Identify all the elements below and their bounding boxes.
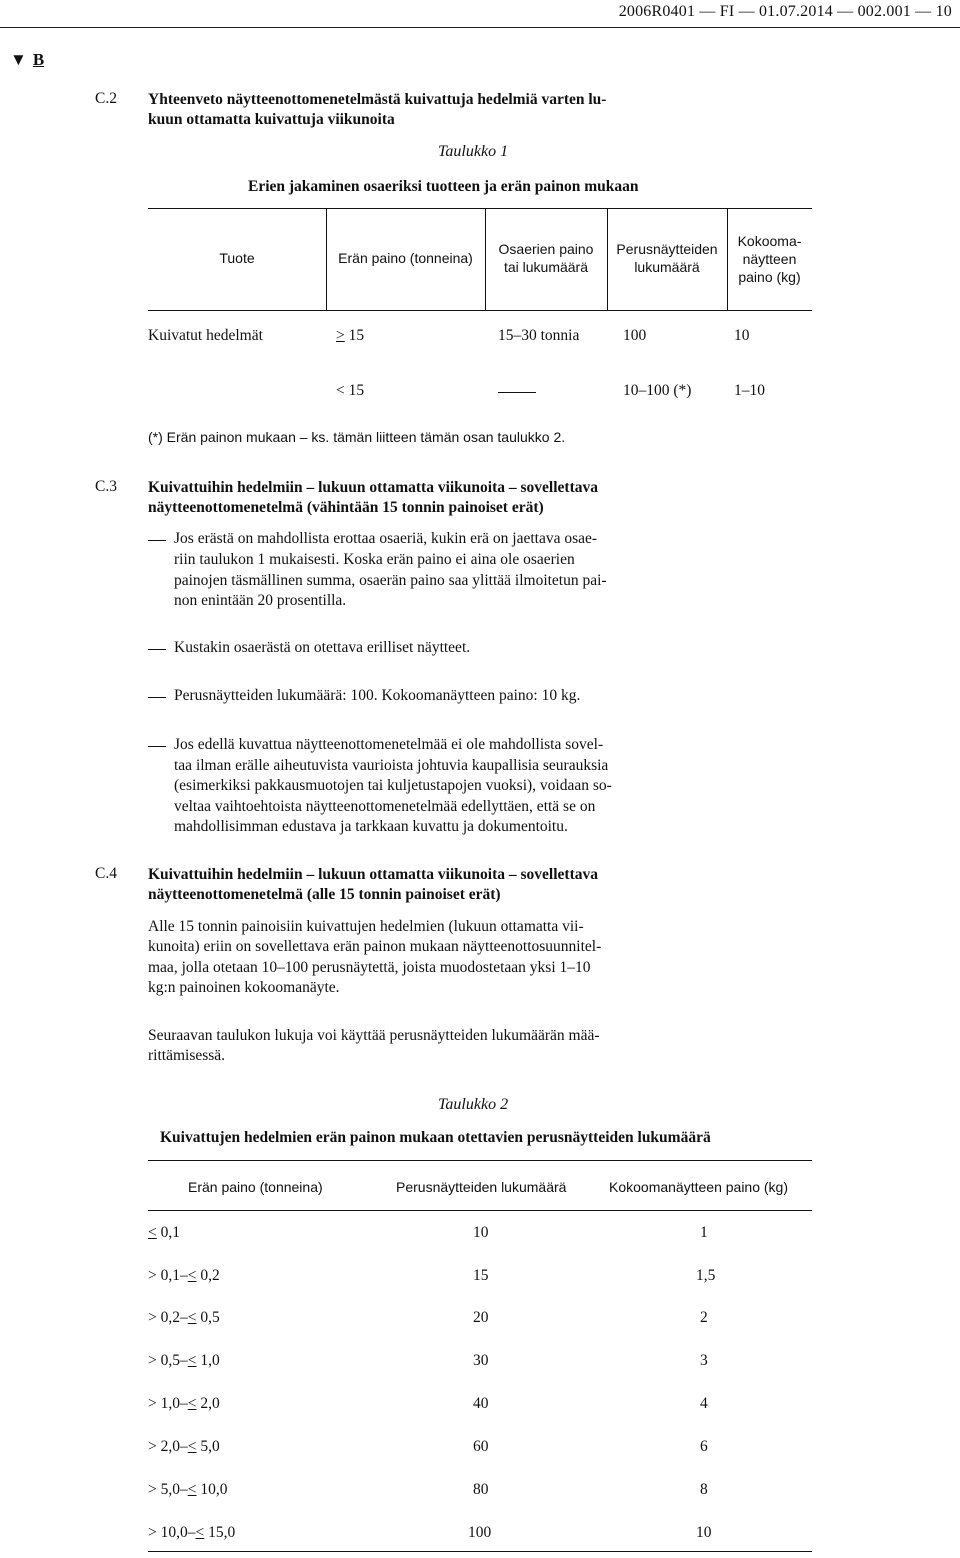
c4-paragraph1-line1: Alle 15 tonnin painoisiin kuivattujen hedelmien (lukuun ottamatta vii-	[148, 918, 584, 935]
c3-bullet2: Kustakin osaerästä on otettava erilliset näytteet.	[174, 639, 471, 656]
table1-row1-weight: > 15	[336, 327, 365, 344]
bullet-dash	[148, 649, 166, 650]
section-number-c3: C.3	[95, 478, 117, 495]
table2-top-rule	[148, 1160, 812, 1161]
table1-row2-dash	[498, 392, 536, 393]
table2-row3-samples: 20	[473, 1309, 489, 1326]
c4-paragraph1-line3: maa, jolla otetaan 10–100 perusnäytettä, joista muodostetaan yksi 1–10	[148, 959, 591, 976]
amendment-letter: B	[32, 50, 45, 69]
table1-top-rule	[148, 208, 812, 209]
c3-bullet1-line4: non enintään 20 prosentilla.	[174, 592, 347, 609]
c3-bullet3: Perusnäytteiden lukumäärä: 100. Kokoomanäytteen paino: 10 kg.	[174, 687, 581, 704]
table1-row1-samples: 100	[623, 327, 647, 344]
table2-row2-samples: 15	[473, 1267, 489, 1284]
c4-paragraph2-line2: rittämisessä.	[148, 1047, 226, 1064]
bullet-dash	[148, 540, 166, 541]
table2-header-incremental: Perusnäytteiden lukumäärä	[396, 1179, 567, 1195]
section-title-c2-line2: kuun ottamatta kuivattuja viikunoita	[148, 111, 395, 128]
section-title-c2-line1: Yhteenveto näytteenottomenetelmästä kuivattuja hedelmiä varten lu-	[148, 91, 607, 108]
table2-header-rule	[148, 1210, 812, 1211]
table2-row7-aggregate: 8	[700, 1481, 708, 1498]
table2-row4-aggregate: 3	[700, 1352, 708, 1369]
table1-header-lot-weight: Erän paino (tonneina)	[338, 250, 473, 266]
table1-footnote: (*) Erän painon mukaan – ks. tämän liitteen tämän osan taulukko 2.	[148, 429, 566, 445]
table2-header-lot-weight: Erän paino (tonneina)	[188, 1179, 323, 1195]
bullet-dash	[148, 697, 166, 698]
table2-row5-samples: 40	[473, 1395, 489, 1412]
table2-row8-aggregate: 10	[696, 1524, 712, 1541]
table2-row8-samples: 100	[468, 1524, 492, 1541]
table2-row7-weight: > 5,0–< 10,0	[148, 1481, 228, 1498]
table2-row2-weight: > 0,1–< 0,2	[148, 1267, 220, 1284]
table2-row5-weight: > 1,0–< 2,0	[148, 1395, 220, 1412]
table2-row2-aggregate: 1,5	[696, 1267, 716, 1284]
table2-row6-samples: 60	[473, 1438, 489, 1455]
amendment-marker	[10, 50, 44, 70]
c3-bullet4-line5: mahdollisimman edustava ja tarkkaan kuvattu ja dokumentoitu.	[174, 818, 568, 835]
table2-row1-weight: < 0,1	[148, 1224, 180, 1241]
table2-row6-aggregate: 6	[700, 1438, 708, 1455]
table2-bottom-rule	[148, 1551, 812, 1552]
table2-row4-weight: > 0,5–< 1,0	[148, 1352, 220, 1369]
table2-caption: Taulukko 2	[438, 1096, 509, 1113]
c3-bullet1-line1: Jos erästä on mahdollista erottaa osaeriä, kukin erä on jaettava osae-	[174, 530, 598, 547]
section-title-c3-line2: näytteenottomenetelmä (vähintään 15 tonnin painoiset erät)	[148, 499, 544, 516]
table1-header-incremental: Perusnäytteiden lukumäärä	[616, 241, 718, 275]
c4-paragraph2-line1: Seuraavan taulukon lukuja voi käyttää perusnäytteiden lukumäärän mää-	[148, 1027, 600, 1044]
table1-title: Erien jakaminen osaeriksi tuotteen ja erän painon mukaan	[248, 178, 639, 195]
table2-row3-aggregate: 2	[700, 1309, 708, 1326]
c4-paragraph1-line4: kg:n painoinen kokoomanäyte.	[148, 979, 340, 996]
table2-row6-weight: > 2,0–< 5,0	[148, 1438, 220, 1455]
table1-row1-sublot: 15–30 tonnia	[498, 327, 580, 344]
table2-row4-samples: 30	[473, 1352, 489, 1369]
c3-bullet1-line2: riin taulukon 1 mukaisesti. Koska erän paino ei aina ole osaerien	[174, 551, 575, 568]
table1-header-rule	[148, 310, 812, 311]
table2-row3-weight: > 0,2–< 0,5	[148, 1309, 220, 1326]
table2-row1-samples: 10	[473, 1224, 489, 1241]
table1-row2-samples: 10–100 (*)	[623, 382, 692, 399]
table1-row1-aggregate: 10	[734, 327, 750, 344]
table1-header-aggregate: Kokooma- näytteen paino (kg)	[737, 233, 802, 285]
c3-bullet1-line3: painojen täsmällinen summa, osaerän paino saa ylittää ilmoitetun pai-	[174, 572, 607, 589]
table1-row2-aggregate: 1–10	[734, 382, 765, 399]
table1-caption: Taulukko 1	[438, 143, 509, 160]
section-title-c3-line1: Kuivattuihin hedelmiin – lukuun ottamatta viikunoita – sovellettava	[148, 479, 598, 496]
section-number-c4: C.4	[95, 865, 117, 882]
table1-row2-weight: < 15	[336, 382, 365, 399]
table2-header-aggregate: Kokoomanäytteen paino (kg)	[609, 1179, 788, 1195]
document-reference: 2006R0401 — FI — 01.07.2014 — 002.001 — 10	[618, 3, 952, 20]
table1-header-sublots: Osaerien paino tai lukumäärä	[498, 241, 594, 275]
c3-bullet4-line3: (esimerkiksi pakkausmuotojen tai kuljetustapojen vuoksi), voidaan so-	[174, 777, 612, 794]
section-number-c2: C.2	[95, 90, 117, 107]
table1-row1-product: Kuivatut hedelmät	[148, 327, 263, 344]
c3-bullet4-line1: Jos edellä kuvattua näytteenottomenetelmää ei ole mahdollista sovel-	[174, 736, 604, 753]
bullet-dash	[148, 746, 166, 747]
c4-paragraph1-line2: kunoita) eriin on sovellettava erän painon mukaan näytteenottosuunnitel-	[148, 938, 602, 955]
table2-row5-aggregate: 4	[700, 1395, 708, 1412]
table2-row8-weight: > 10,0–< 15,0	[148, 1524, 236, 1541]
table1-header-product: Tuote	[219, 250, 255, 266]
table2-row1-aggregate: 1	[700, 1224, 708, 1241]
table2-row7-samples: 80	[473, 1481, 489, 1498]
section-title-c4-line1: Kuivattuihin hedelmiin – lukuun ottamatta viikunoita – sovellettava	[148, 866, 598, 883]
c3-bullet4-line4: veltaa vaihtoehtoista näytteenottomenetelmää edellyttäen, että se on	[174, 798, 596, 815]
triangle-down-icon: ▼	[10, 50, 27, 69]
c3-bullet4-line2: taa ilman erälle aiheutuvista vaurioista johtuvia kaupallisia seurauksia	[174, 757, 609, 774]
table2-title: Kuivattujen hedelmien erän painon mukaan otettavien perusnäytteiden lukumäärä	[160, 1129, 711, 1146]
section-title-c4-line2: näytteenottomenetelmä (alle 15 tonnin painoiset erät)	[148, 886, 501, 903]
